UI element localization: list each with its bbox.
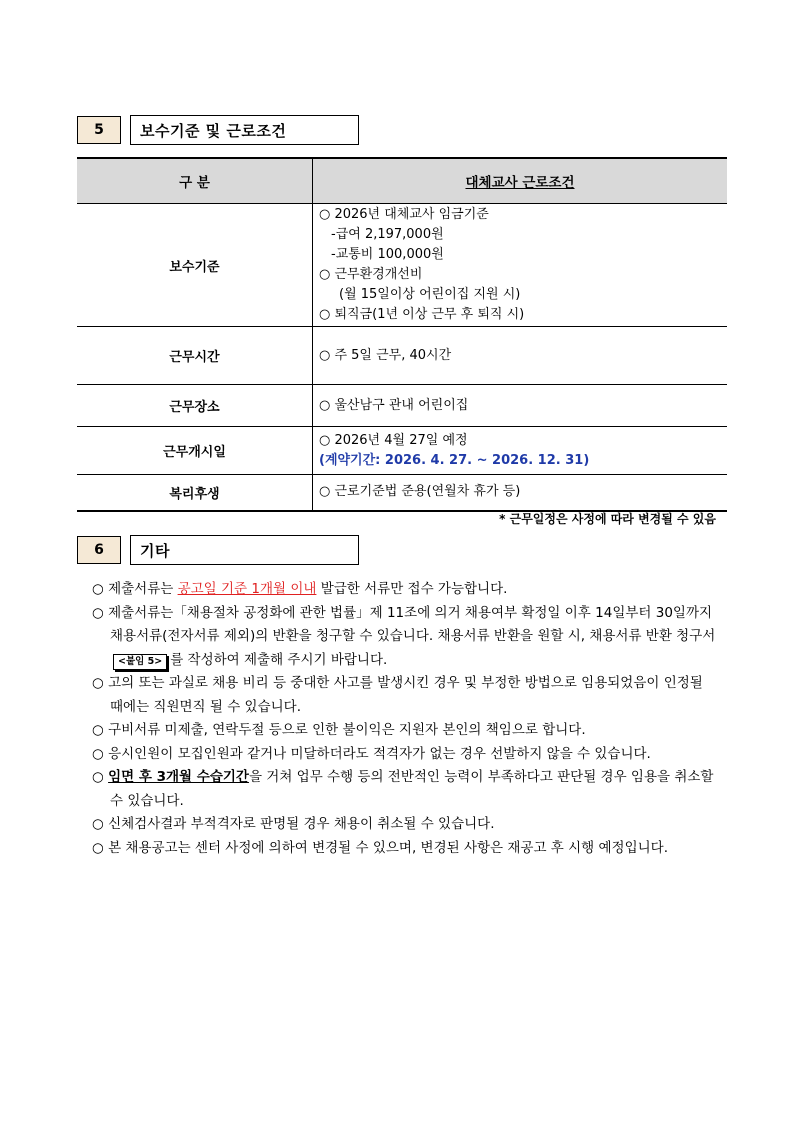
section-6-header xyxy=(77,535,359,565)
highlight-text: 공고일 기준 1개월 이내 xyxy=(177,581,317,597)
contract-period: (계약기간: 2026. 4. 27. ~ 2026. 12. 31) xyxy=(319,452,590,468)
row-label: 근무시간 xyxy=(77,327,313,385)
row-label: 보수기준 xyxy=(77,204,313,327)
list-item: ○ 제출서류는「채용절차 공정화에 관한 법률」제 11조에 의거 채용여부 확정일 이후 14일부터 30일까지 채용서류(전자서류 제외)의 반환을 청구할 수 있습니다. 채용서류 반환을 원할 시, 채용서류 반환 청구서<붙임 5> 를 작성하여 제출해 주시기 바랍니다. xyxy=(92,604,716,668)
row-label: 근무개시일 xyxy=(77,427,313,475)
header-category: 구 분 xyxy=(77,158,313,204)
list-item: ○ 고의 또는 과실로 채용 비리 등 중대한 사고를 발생시킨 경우 및 부정한 방법으로 임용되었음이 인정될 때에는 직원면직 될 수 있습니다. xyxy=(92,675,703,715)
section-number: 6 xyxy=(77,536,121,564)
etc-list xyxy=(92,578,720,860)
table-row xyxy=(77,204,727,327)
attachment-badge: <붙임 5> xyxy=(113,654,167,670)
table-row xyxy=(77,327,727,385)
table-header-row xyxy=(77,158,727,204)
header-conditions: 대체교사 근로조건 xyxy=(313,158,728,204)
row-label: 복리후생 xyxy=(77,475,313,511)
section-title: 보수기준 및 근로조건 xyxy=(130,115,359,145)
schedule-note: * 근무일정은 사정에 따라 변경될 수 있음 xyxy=(499,512,716,526)
list-item: ○ 구비서류 미제출, 연락두절 등으로 인한 불이익은 지원자 본인의 책임으로 합니다. xyxy=(92,722,586,738)
table-row xyxy=(77,475,727,511)
list-item: ○ 신체검사결과 부적격자로 판명될 경우 채용이 취소될 수 있습니다. xyxy=(92,816,495,832)
work-conditions-table xyxy=(77,157,727,512)
list-item: ○ 응시인원이 모집인원과 같거나 미달하더라도 적격자가 없는 경우 선발하지 않을 수 있습니다. xyxy=(92,745,651,762)
list-item: ○ 제출서류는 공고일 기준 1개월 이내 발급한 서류만 접수 가능합니다. xyxy=(92,581,508,597)
row-value: ○ 주 5일 근무, 40시간 xyxy=(313,327,728,385)
row-value: ○ 울산남구 관내 어린이집 xyxy=(313,385,728,427)
list-item: ○ 임면 후 3개월 수습기간을 거쳐 업무 수행 등의 전반적인 능력이 부족하다고 판단될 경우 임용을 취소할 수 있습니다. xyxy=(92,769,714,809)
row-label: 근무장소 xyxy=(77,385,313,427)
section-5-header xyxy=(77,115,359,145)
row-value: ○ 2026년 대체교사 임금기준 -급여 2,197,000원 -교통비 100,000원 ○ 근무환경개선비 (월 15일이상 어린이집 지원 시) ○ 퇴직금(1년 이상 근무 후 퇴직 시) xyxy=(313,204,728,327)
table-row xyxy=(77,427,727,475)
table-row xyxy=(77,385,727,427)
section-title: 기타 xyxy=(130,535,359,565)
row-value: ○ 근로기준법 준용(연월차 휴가 등) xyxy=(313,475,728,511)
list-item: ○ 본 채용공고는 센터 사정에 의하여 변경될 수 있으며, 변경된 사항은 재공고 후 시행 예정입니다. xyxy=(92,839,668,856)
row-value: ○ 2026년 4월 27일 예정 (계약기간: 2026. 4. 27. ~ 2026. 12. 31) xyxy=(313,427,728,475)
highlight-text: 임면 후 3개월 수습기간 xyxy=(108,769,249,785)
section-number: 5 xyxy=(77,116,121,144)
